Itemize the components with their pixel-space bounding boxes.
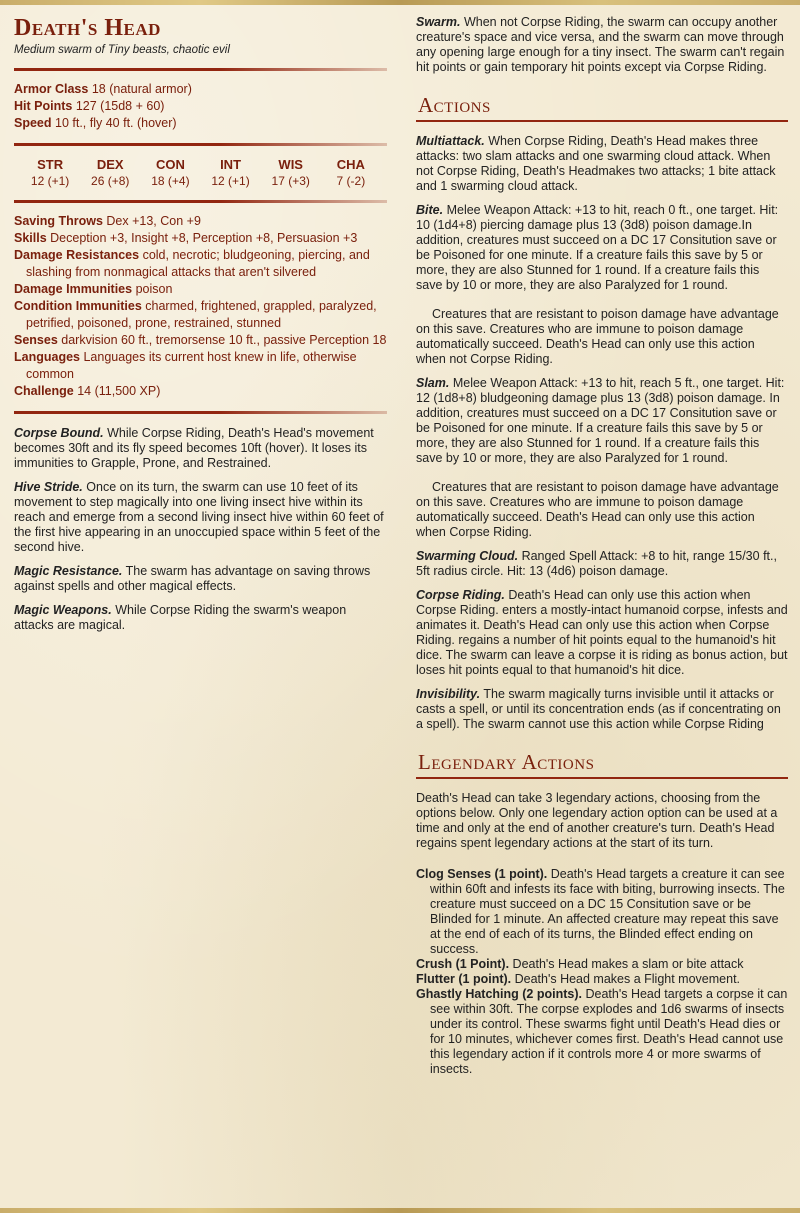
- trait-corpse-bound: [14, 426, 387, 471]
- action-corpse-riding: [416, 588, 788, 678]
- property-value: cold, necrotic; bludgeoning, piercing, and slashing from nonmagical attacks that aren't silvered: [26, 248, 370, 279]
- condition-immunities: [14, 298, 387, 332]
- property-value: charmed, frightened, grappled, paralyzed, petrified, poisoned, prone, restrained, stunned: [26, 299, 377, 330]
- trait-text: Once on its turn, the swarm can use 10 feet of its movement to step magically into one living insect hive within its reach and emerge from a second living insect hive within 60 feet of the first hive appearing in an unoccupied space within 5 feet of the second hive.: [14, 480, 384, 554]
- action-text: Ranged Spell Attack: +8 to hit, range 15/30 ft., 5ft radius circle. Hit: 13 (4d6) poison damage.: [416, 549, 777, 578]
- trait-title: Magic Resistance.: [14, 564, 123, 578]
- property-value: poison: [135, 282, 173, 296]
- action-bite: [416, 203, 788, 293]
- ability-name: WIS: [278, 157, 303, 172]
- languages: [14, 349, 387, 383]
- trait-magic-resistance: [14, 564, 387, 594]
- monster-name: Death's Head: [14, 15, 161, 41]
- legendary-title: Ghastly Hatching (2 points).: [416, 987, 582, 1001]
- property-value: darkvision 60 ft., tremorsense 10 ft., passive Perception 18: [61, 333, 387, 347]
- saving-throws: [14, 213, 387, 230]
- ability-name: STR: [37, 157, 64, 172]
- legendary-title: Flutter (1 point).: [416, 972, 512, 986]
- property-label: Saving Throws: [14, 214, 103, 228]
- property-label: Condition Immunities: [14, 299, 142, 313]
- trait-title: Hive Stride.: [14, 480, 83, 494]
- ability-scores: [14, 156, 387, 189]
- challenge: [14, 383, 387, 400]
- ability-name: INT: [220, 157, 242, 172]
- action-swarming-cloud: [416, 549, 788, 579]
- skills: [14, 230, 387, 247]
- ability-dex: [83, 156, 138, 189]
- trait-title: Swarm.: [416, 15, 461, 29]
- legendary-crush: [416, 957, 788, 972]
- action-title: Corpse Riding.: [416, 588, 505, 602]
- property-value: 14 (11,500 XP): [77, 384, 161, 398]
- property-label: Languages: [14, 350, 80, 364]
- speed-value: 10 ft., fly 40 ft. (hover): [55, 116, 177, 130]
- legendary-flutter: [416, 972, 788, 987]
- action-text: The swarm magically turns invisible until it attacks or casts a spell, or until its concentration ends (as if concentrating on a spell). The swarm cannot use this action while Corpse Riding: [416, 687, 781, 731]
- legendary-text: Death's Head targets a corpse it can see within 30ft. The corpse explodes and 1d6 swarms of insects under its control. These swarms fight until Death's Head dies or for 10 minutes, whichever comes first. Death's Head cannot use this legendary action if it controls more 4 or more swarms of insects.: [430, 987, 788, 1076]
- bottom-border: [0, 1208, 800, 1213]
- ability-value: 12 (+1): [211, 174, 250, 188]
- trait-text: The swarm has advantage on saving throws against spells and other magical effects.: [14, 564, 371, 593]
- speed: [14, 115, 387, 132]
- action-slam: [416, 376, 788, 466]
- property-label: Damage Resistances: [14, 248, 140, 262]
- ability-str: [23, 156, 78, 189]
- hit-points-label: Hit Points: [14, 99, 73, 113]
- damage-resistances: [14, 247, 387, 281]
- trait-title: Corpse Bound.: [14, 426, 104, 440]
- top-border: [0, 0, 800, 5]
- speed-label: Speed: [14, 116, 52, 130]
- action-text: Death's Head can only use this action when Corpse Riding. enters a mostly-intact humanoid corpse, infests and animates it. Death's Head can only use this action when Corpse Riding. regains a number of hit points equal to the humanoid's hit dice. The swarm can leave a corpse it is riding as bonus action, but loses hit points equal to that humanoid's hit dice.: [416, 588, 788, 677]
- actions-rule: [416, 120, 788, 122]
- stat-block-right-column: [416, 15, 788, 1077]
- trait-text: While Corpse Riding, Death's Head's movement becomes 30ft and its fly speed becomes 10ft (hover). It loses its immunities to Grapple, Prone, and Restrained.: [14, 426, 374, 470]
- ability-value: 7 (-2): [336, 174, 366, 188]
- trait-text: When not Corpse Riding, the swarm can occupy another creature's space and vice versa, and the swarm can move through any opening large enough for a tiny insect. The swarm can't regain hit points or gain temporary hit points except via Corpse Riding.: [416, 15, 785, 74]
- action-title: Multiattack.: [416, 134, 485, 148]
- action-title: Bite.: [416, 203, 444, 217]
- actions-heading: Actions: [418, 93, 491, 117]
- property-value: Dex +13, Con +9: [106, 214, 201, 228]
- divider: [14, 411, 387, 414]
- ability-value: 18 (+4): [151, 174, 190, 188]
- hit-points-value: 127 (15d8 + 60): [75, 99, 165, 113]
- armor-class-value: 18 (natural armor): [91, 82, 192, 96]
- divider: [14, 68, 387, 71]
- trait-magic-weapons: [14, 603, 387, 633]
- action-title: Invisibility.: [416, 687, 481, 701]
- legendary-text: Death's Head makes a slam or bite attack: [512, 957, 744, 971]
- action-bite-note: Creatures that are resistant to poison damage have advantage on this save. Creatures who are immune to poison damage automatically succeed. Death's Head can only use this action when not Corpse Riding.: [416, 307, 779, 366]
- hit-points: [14, 98, 387, 115]
- property-value: Languages its current host knew in life, otherwise common: [26, 350, 357, 381]
- action-title: Slam.: [416, 376, 450, 390]
- divider: [14, 200, 387, 203]
- legendary-clog-senses: [416, 867, 788, 957]
- legendary-title: Clog Senses (1 point).: [416, 867, 548, 881]
- senses: [14, 332, 387, 349]
- property-label: Damage Immunities: [14, 282, 133, 296]
- ability-value: 12 (+1): [30, 174, 70, 188]
- action-text: When Corpse Riding, Death's Head makes three attacks: two slam attacks and one swarming cloud attack. When not Corpse Riding, Death's Headmakes two attacks; 1 bite attack and 1 swarming cloud attack.: [416, 134, 776, 193]
- ability-value: 17 (+3): [271, 174, 310, 188]
- trait-swarm: [416, 15, 788, 75]
- trait-title: Magic Weapons.: [14, 603, 112, 617]
- divider: [14, 143, 387, 146]
- property-value: Deception +3, Insight +8, Perception +8, Persuasion +3: [50, 231, 358, 245]
- legendary-text: Death's Head makes a Flight movement.: [514, 972, 741, 986]
- ability-int: [203, 156, 258, 189]
- stat-block-left-column: [14, 14, 387, 642]
- trait-hive-stride: [14, 480, 387, 555]
- armor-class: [14, 81, 387, 98]
- damage-immunities: [14, 281, 387, 298]
- action-title: Swarming Cloud.: [416, 549, 519, 563]
- ability-name: DEX: [96, 157, 124, 172]
- legendary-actions-rule: [416, 777, 788, 779]
- legendary-text: Death's Head targets a creature it can see within 60ft and infests its face with biting, burrowing insects. The creature must succeed on a DC 15 Consitution save or be Blinded for 1 minute. An affected creature may repeat this save at the end of each of its turns, the Blinded effect ending on success.: [430, 867, 785, 956]
- action-invisibility: [416, 687, 788, 732]
- ability-name: CHA: [336, 157, 365, 172]
- ability-cha: [323, 156, 378, 189]
- legendary-intro: Death's Head can take 3 legendary actions, choosing from the options below. Only one legendary action option can be used at a time and only at the end of another creature's turn. Death's Head regains spent legendary actions at the start of its turn.: [416, 791, 778, 850]
- ability-name: CON: [155, 157, 185, 172]
- trait-text: While Corpse Riding the swarm's weapon attacks are magical.: [14, 603, 347, 632]
- property-label: Challenge: [14, 384, 74, 398]
- legendary-actions-heading: Legendary Actions: [418, 750, 595, 774]
- armor-class-label: Armor Class: [14, 82, 89, 96]
- property-label: Skills: [14, 231, 47, 245]
- action-text: Melee Weapon Attack: +13 to hit, reach 0 ft., one target. Hit: 10 (1d4+8) piercing damage plus 13 (3d8) poison damage.In addition, creatures must succeed on a DC 17 Consitution save or be Poisoned for one minute. If a creature fails this save by 5 or more, they are also Stunned for 1 round. If a creature fails this save by 10 or more, they are also Paralyzed for 1 round.: [416, 203, 779, 292]
- property-label: Senses: [14, 333, 58, 347]
- monster-type: Medium swarm of Tiny beasts, chaotic evil: [14, 44, 230, 56]
- legendary-title: Crush (1 Point).: [416, 957, 510, 971]
- ability-wis: [263, 156, 318, 189]
- action-text: Melee Weapon Attack: +13 to hit, reach 5 ft., one target. Hit: 12 (1d8+8) bludgeoning damage plus 13 (3d8) poison damage. In addition, creatures must succeed on a DC 17 Consitution save or be Poisoned for one minute. If a creature fails this save by 5 or more, they are also Stunned for 1 round. If a creature fails this save by 10 or more, they are also Paralyzed for 1 round.: [416, 376, 785, 465]
- action-slam-note: Creatures that are resistant to poison damage have advantage on this save. Creatures who are immune to poison damage automatically succeed. Death's Head can only use this action when Corpse Riding.: [416, 480, 779, 539]
- legendary-ghastly-hatching: [416, 987, 788, 1077]
- action-multiattack: [416, 134, 788, 194]
- ability-con: [143, 156, 198, 189]
- ability-value: 26 (+8): [91, 174, 130, 188]
